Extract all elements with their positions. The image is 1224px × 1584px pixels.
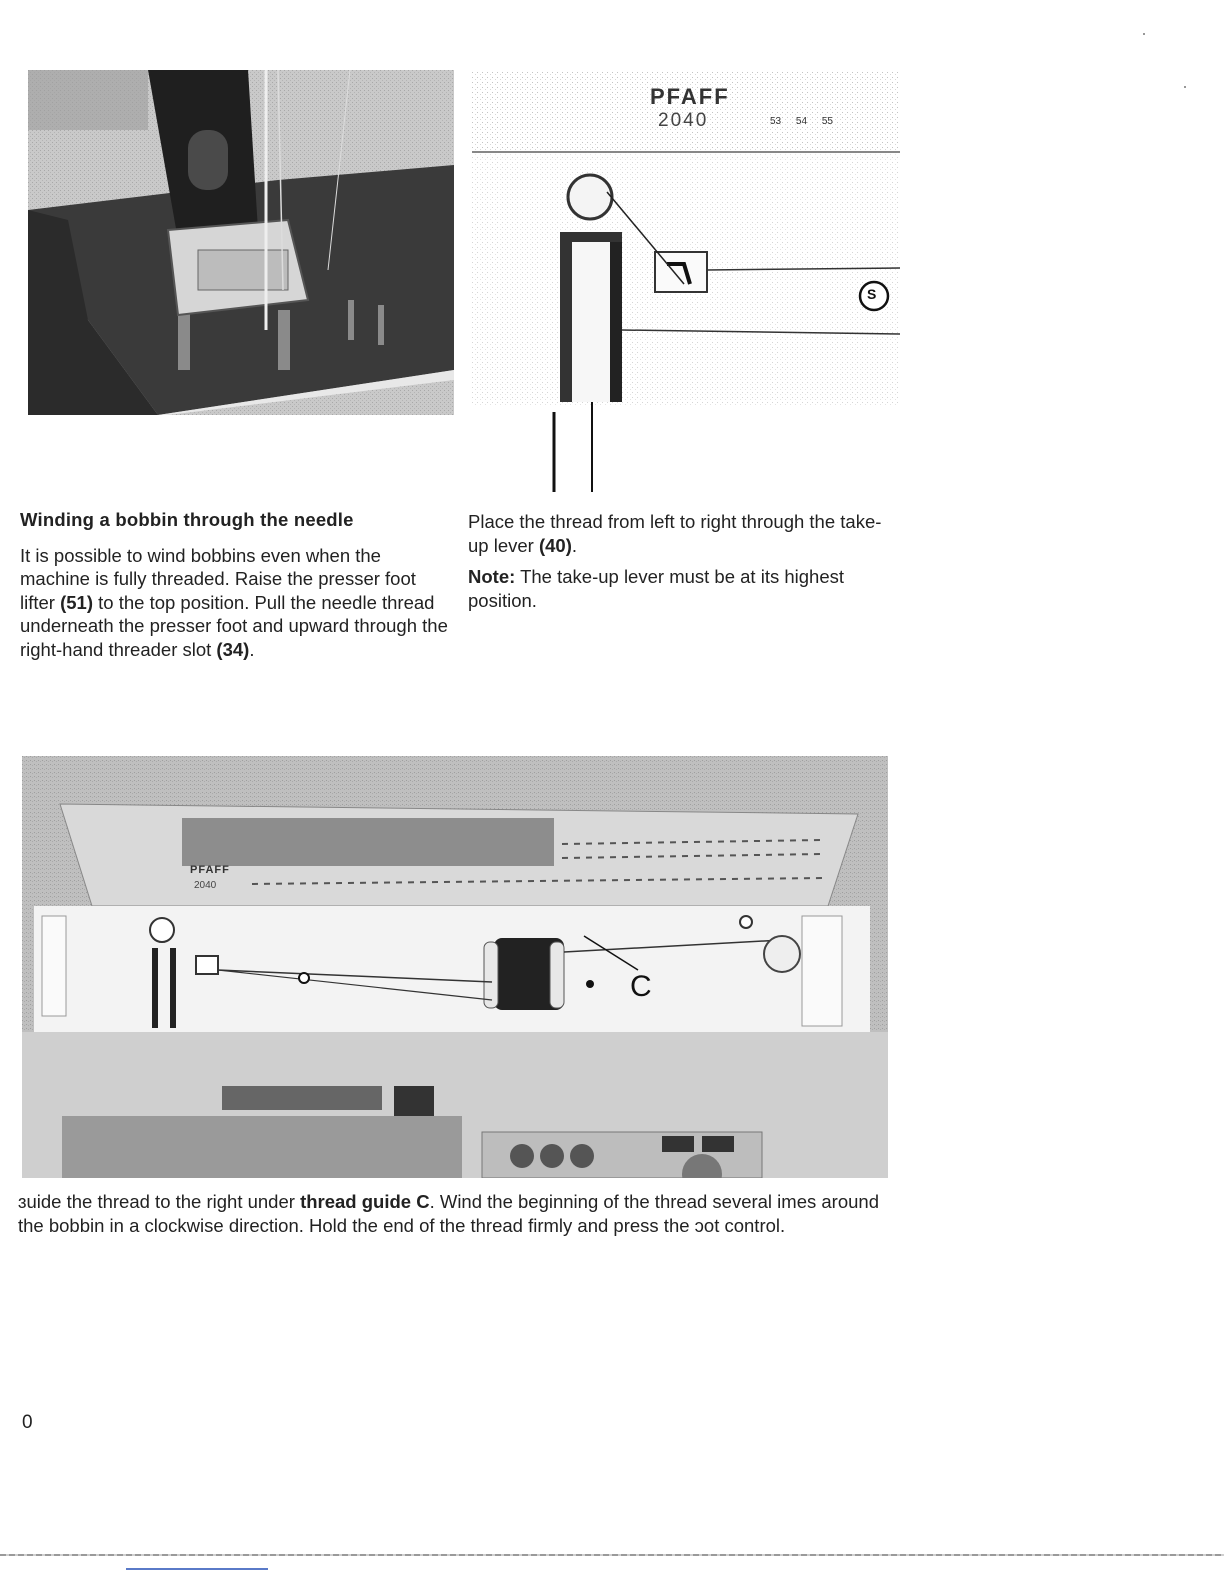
- scan-speck: [1184, 86, 1186, 88]
- thread-guide-c-label: C: [630, 970, 652, 1003]
- note-label: Note:: [468, 566, 516, 587]
- ref-takeup-lever: (40): [538, 534, 572, 556]
- winding-instructions: [20, 544, 452, 662]
- note-paragraph: [468, 565, 888, 612]
- machine-brand-label: PFAFF: [190, 864, 230, 876]
- caption-part-1: ɜuide the thread to the right under: [18, 1191, 301, 1212]
- callout-letter: S: [867, 286, 877, 302]
- instruction-part-2: to the top position. Pull the needle thread underneath the presser foot and upward through the right-hand threader slot: [20, 591, 448, 660]
- bottom-rule: [0, 1554, 1224, 1556]
- instruction-part-1: It is possible to wind bobbins even when the machine is fully threaded. Raise the presser foot lifter: [20, 544, 416, 613]
- caption-part-2: . Wind the beginning of the thread several imes around the bobbin in a clockwise direction. Hold the end of the thread firmly and press the ɔot control.: [18, 1191, 879, 1236]
- instruction-part-3: .: [249, 638, 255, 660]
- takeup-part-2: .: [571, 534, 578, 556]
- marker-55: 55: [821, 116, 833, 127]
- right-column-text: [468, 510, 888, 612]
- caption-thread-guide: thread guide C: [300, 1191, 430, 1212]
- note-text: The take-up lever must be at its highest position.: [468, 566, 844, 611]
- page-number: 0: [22, 1412, 33, 1433]
- takeup-lever-illustration: [472, 72, 900, 492]
- marker-54: 54: [795, 116, 808, 127]
- takeup-part-1: Place the thread from left to right through the take-up lever: [468, 511, 882, 556]
- pfaff-brand-label: PFAFF: [650, 84, 730, 109]
- takeup-lever-instruction: [468, 510, 888, 557]
- stitch-markers: [770, 116, 833, 127]
- bottom-caption: [18, 1190, 888, 1237]
- marker-53: 53: [770, 116, 782, 127]
- ref-presser-foot-lifter: (51): [60, 591, 93, 613]
- section-heading: Winding a bobbin through the needle: [20, 509, 354, 530]
- link-underline: [126, 1568, 268, 1570]
- presser-foot-photo: [28, 70, 454, 415]
- machine-model-label: 2040: [194, 880, 217, 891]
- machine-top-photo: [22, 756, 888, 1178]
- left-column-text: [20, 508, 452, 661]
- model-number-label: 2040: [658, 110, 709, 131]
- ref-threader-slot: (34): [216, 638, 250, 660]
- scan-speck: [1143, 33, 1145, 35]
